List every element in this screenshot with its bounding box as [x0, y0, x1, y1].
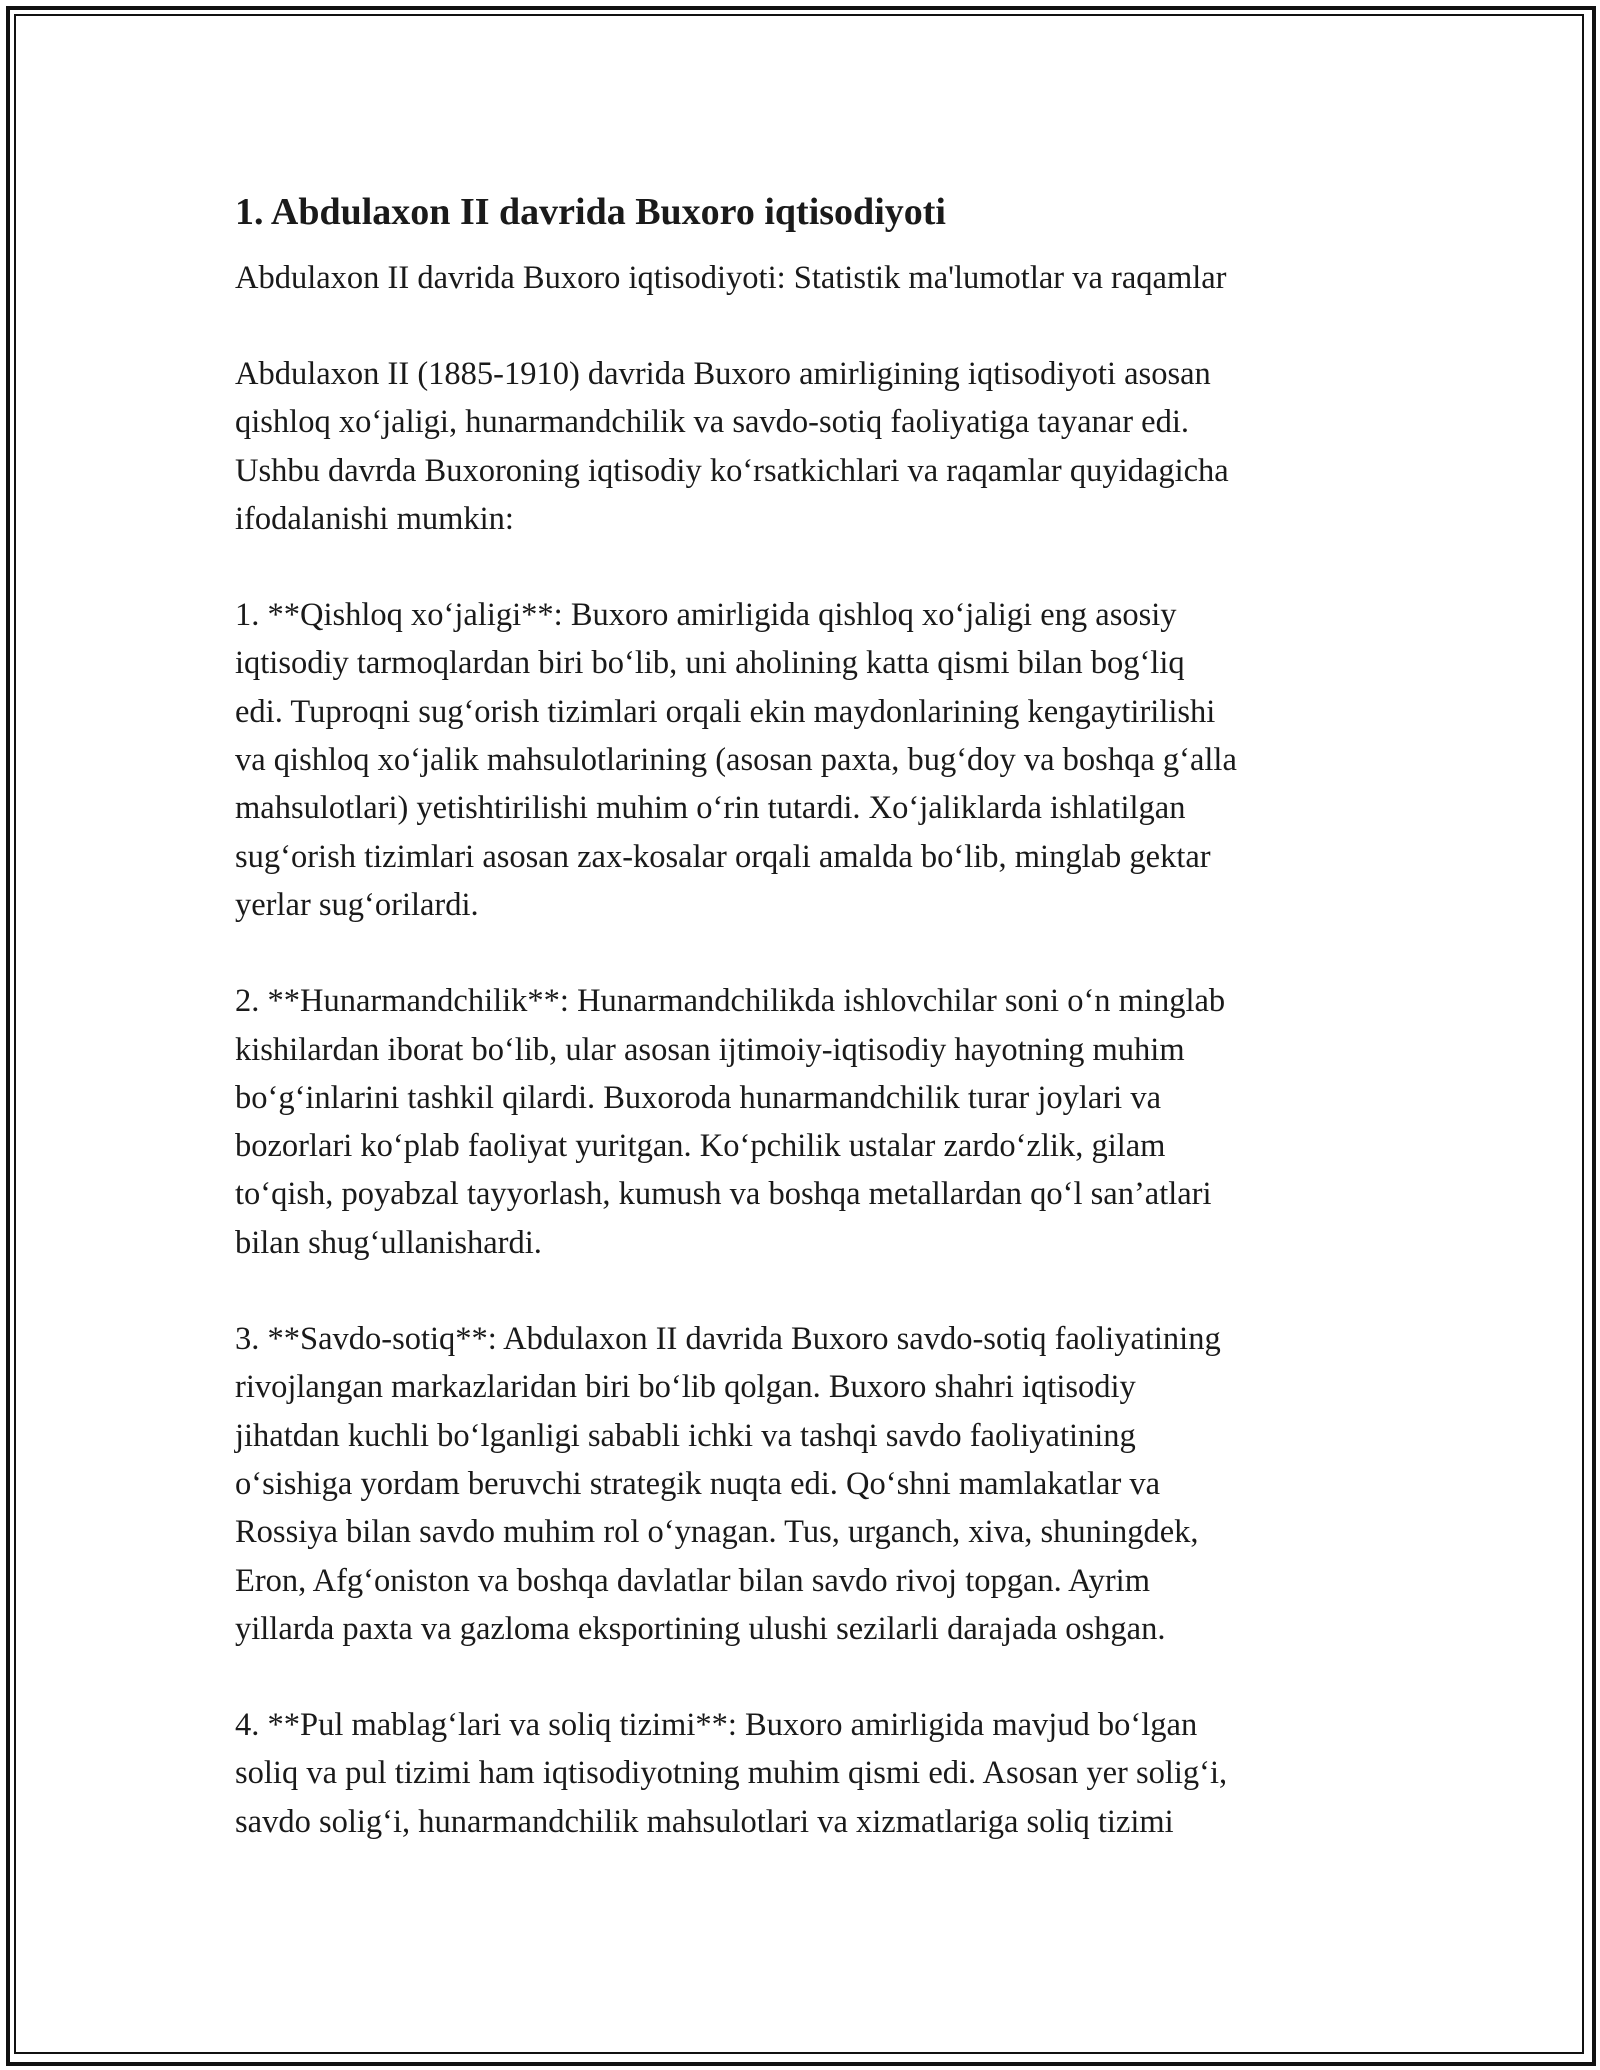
intro-paragraph: Abdulaxon II (1885-1910) davrida Buxoro amirligining iqtisodiyoti asosan qishloq xo‘jaligi, hunarmandchilik va savdo-sotiq faoliyatiga tayanar edi. Ushbu davrda Buxoroning iqtisodiy ko‘rsatkichlari va raqamlar quyidagicha ifodalanishi mumkin: [235, 356, 1229, 537]
document-body [235, 188, 1385, 1894]
paragraph-trade: 3. **Savdo-sotiq**: Abdulaxon II davrida Buxoro savdo-sotiq faoliyatining rivojlangan markazlaridan biri bo‘lib qolgan. Buxoro shahri iqtisodiy jihatdan kuchli bo‘lganligi sababli ichki va tashqi savdo faoliyatining o‘sishiga yordam beruvchi strategik nuqta edi. Qo‘shni mamlakatlar va Rossiya bilan savdo muhim rol o‘ynagan. Tus, urganch, xiva, shuningdek, Eron, Afg‘oniston va boshqa davlatlar bilan savdo rivoj topgan. Ayrim yillarda paxta va gazloma eksportining ulushi sezilarli darajada oshgan. [235, 1321, 1221, 1647]
document-subtitle: Abdulaxon II davrida Buxoro iqtisodiyoti: Statistik ma'lumotlar va raqamlar [235, 260, 1227, 296]
paragraph-crafts: 2. **Hunarmandchilik**: Hunarmandchilikda ishlovchilar soni o‘n minglab kishilardan iborat bo‘lib, ular asosan ijtimoiy-iqtisodiy hayotning muhim bo‘g‘inlarini tashkil qilardi. Buxoroda hunarmandchilik turar joylari va bozorlari ko‘plab faoliyat yuritgan. Ko‘pchilik ustalar zardo‘zlik, gilam to‘qish, poyabzal tayyorlash, kumush va boshqa metallardan qo‘l san’atlari bilan shug‘ullanishardi. [235, 983, 1226, 1261]
paragraph-tax-system: 4. **Pul mablag‘lari va soliq tizimi**: Buxoro amirligida mavjud bo‘lgan soliq va pul tizimi ham iqtisodiyotning muhim qismi edi. Asosan yer solig‘i, savdo solig‘i, hunarmandchilik mahsulotlari va xizmatlariga soliq tizimi [235, 1707, 1228, 1840]
document-heading: 1. Abdulaxon II davrida Buxoro iqtisodiyoti [235, 191, 946, 233]
paragraph-agriculture: 1. **Qishloq xo‘jaligi**: Buxoro amirligida qishloq xo‘jaligi eng asosiy iqtisodiy tarmoqlardan biri bo‘lib, uni aholining katta qismi bilan bog‘liq edi. Tuproqni sug‘orish tizimlari orqali ekin maydonlarining kengaytirilishi va qishloq xo‘jalik mahsulotlarining (asosan paxta, bug‘doy va boshqa g‘alla mahsulotlari) yetishtirilishi muhim o‘rin tutardi. Xo‘jaliklarda ishlatilgan sug‘orish tizimlari asosan zax-kosalar orqali amalda bo‘lib, minglab gektar yerlar sug‘orilardi. [235, 597, 1237, 923]
